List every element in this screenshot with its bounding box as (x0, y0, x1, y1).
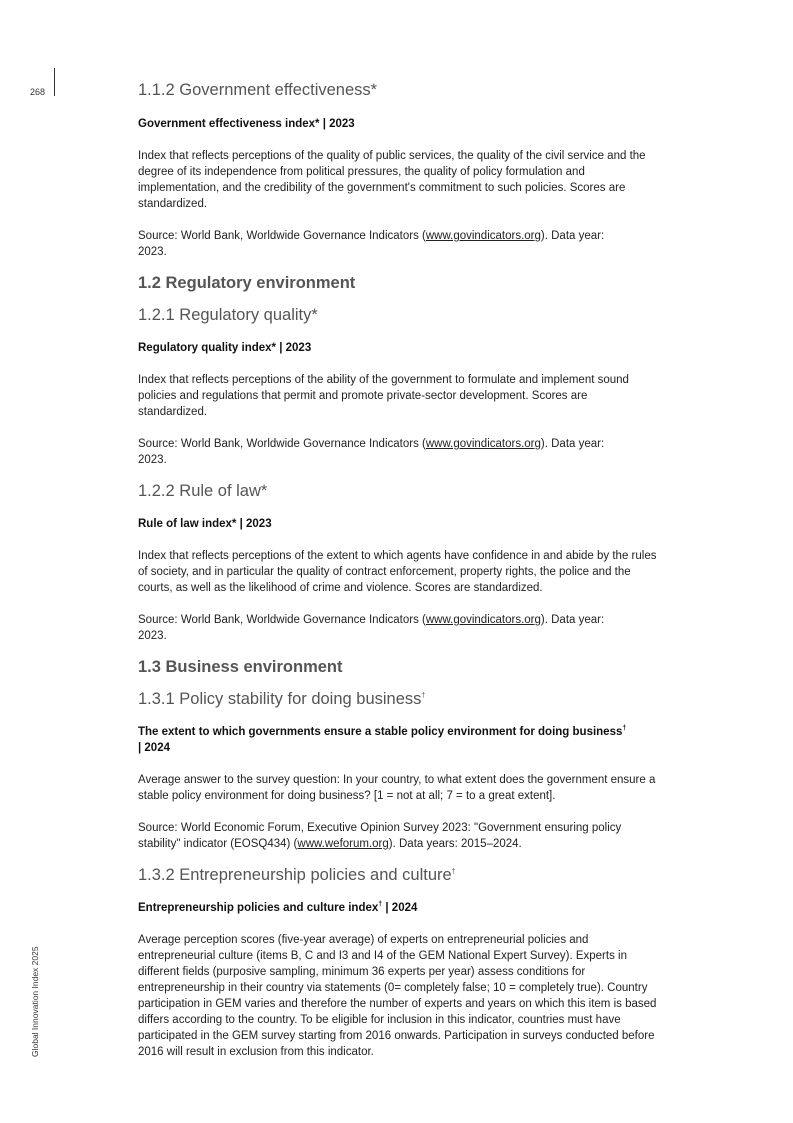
source-block (138, 228, 608, 260)
indicator-year: | 2024 (382, 902, 418, 914)
source-link[interactable]: www.govindicators.org (425, 438, 541, 450)
indicator-title: Regulatory quality index* | 2023 (138, 342, 312, 354)
section-heading: 1.1.2 Government effectiveness* (138, 81, 378, 99)
section-1-2-2 (138, 481, 660, 501)
dagger-mark: † (451, 868, 456, 876)
indicator-description: Index that reflects perceptions of the extent to which agents have confidence in and abide by the rules of society, and in particular the quality of contract enforcement, property rights, the police and the courts, as well as the likelihood of crime and violence. Scores are standardized. (138, 550, 657, 594)
source-text: Source: World Bank, Worldwide Governance Indicators ( (138, 438, 426, 450)
source-link[interactable]: www.weforum.org (297, 838, 389, 850)
indicator-description: Average perception scores (five-year average) of experts on entrepreneurial policies and entrepreneurial culture (items B, C and I3 and I4 of the GEM National Expert Survey). Experts in different fields (purposive sampling, minimum 36 experts per year) assess conditions for entrepreneurship in their country via statements (0= completely false; 10 = completely true). Country participation in GEM varies and therefore the number of experts and years on which this item is based differs according to the country. To be eligible for inclusion in this indicator, countries must have participated in the GEM survey starting from 2016 onwards. Participation in surveys conducted before 2016 will result in exclusion from this indicator. (138, 934, 657, 1058)
description-block (138, 932, 660, 1060)
indicator-year: | 2024 (138, 742, 170, 754)
section-heading: 1.2.1 Regulatory quality* (138, 306, 318, 324)
indicator-block (138, 724, 660, 756)
section-heading: 1.2 Regulatory environment (138, 274, 356, 292)
description-block (138, 372, 638, 420)
indicator-title (138, 724, 660, 756)
indicator-description: Average answer to the survey question: In your country, to what extent does the government ensure a stable policy environment for doing business? [1 = not at all; 7 = to a great extent]. (138, 774, 656, 802)
section-1-3 (138, 657, 660, 677)
heading-text: 1.3.1 Policy stability for doing business (138, 690, 422, 708)
indicator-source (138, 612, 608, 644)
source-link[interactable]: www.govindicators.org (425, 614, 541, 626)
indicator-title: Government effectiveness index* | 2023 (138, 118, 355, 130)
heading-text: 1.3.2 Entrepreneurship policies and culture (138, 866, 452, 884)
description-block (138, 548, 660, 596)
section-1-2-1 (138, 305, 660, 325)
indicator-text: Entrepreneurship policies and culture index (138, 902, 379, 914)
page-number: 268 (30, 87, 46, 97)
dagger-mark: † (622, 725, 627, 733)
indicator-source (138, 820, 648, 852)
indicator-block (138, 340, 660, 356)
indicator-block (138, 516, 660, 532)
indicator-source (138, 436, 608, 468)
source-link[interactable]: www.govindicators.org (425, 230, 541, 242)
indicator-source (138, 228, 608, 260)
source-block (138, 612, 608, 644)
source-text-end: ). Data year: 2023. (138, 438, 605, 466)
indicator-description: Index that reflects perceptions of the quality of public services, the quality of the civil service and the degree of its independence from political pressures, the quality of policy formulation and implementation, and the credibility of the government's commitment to such policies. Scores are standardized. (138, 150, 646, 210)
side-running-title: Global Innovation Index 2025 (30, 946, 40, 1057)
margin-rule (54, 68, 55, 96)
source-text-end: ). Data year: 2023. (138, 230, 605, 258)
section-heading (138, 865, 660, 885)
indicator-block (138, 116, 660, 132)
source-text: Source: World Economic Forum, Executive Opinion Survey 2023: "Government ensuring policy stability" indicator (EOSQ434) ( (138, 822, 622, 850)
source-text-end: ). Data year: 2023. (138, 614, 605, 642)
source-block (138, 820, 648, 852)
description-block (138, 148, 660, 212)
indicator-text: The extent to which governments ensure a stable policy environment for doing business (138, 726, 623, 738)
section-heading: 1.3 Business environment (138, 658, 343, 676)
indicator-block (138, 900, 660, 916)
dagger-mark: † (421, 692, 426, 700)
source-text-end: ). Data years: 2015–2024. (388, 838, 522, 850)
section-1-1-2 (138, 80, 660, 100)
section-heading: 1.2.2 Rule of law* (138, 482, 268, 500)
section-1-3-1 (138, 689, 660, 709)
indicator-title: Rule of law index* | 2023 (138, 518, 272, 530)
section-heading (138, 689, 660, 709)
section-1-2 (138, 273, 660, 293)
source-text: Source: World Bank, Worldwide Governance Indicators ( (138, 614, 426, 626)
source-text: Source: World Bank, Worldwide Governance Indicators ( (138, 230, 426, 242)
indicator-title (138, 900, 660, 916)
dagger-mark: † (378, 901, 383, 909)
indicator-description: Index that reflects perceptions of the ability of the government to formulate and implement sound policies and regulations that permit and promote private-sector development. Scores are standardized. (138, 374, 629, 418)
source-block (138, 436, 608, 468)
description-block (138, 772, 660, 804)
section-1-3-2 (138, 865, 660, 885)
